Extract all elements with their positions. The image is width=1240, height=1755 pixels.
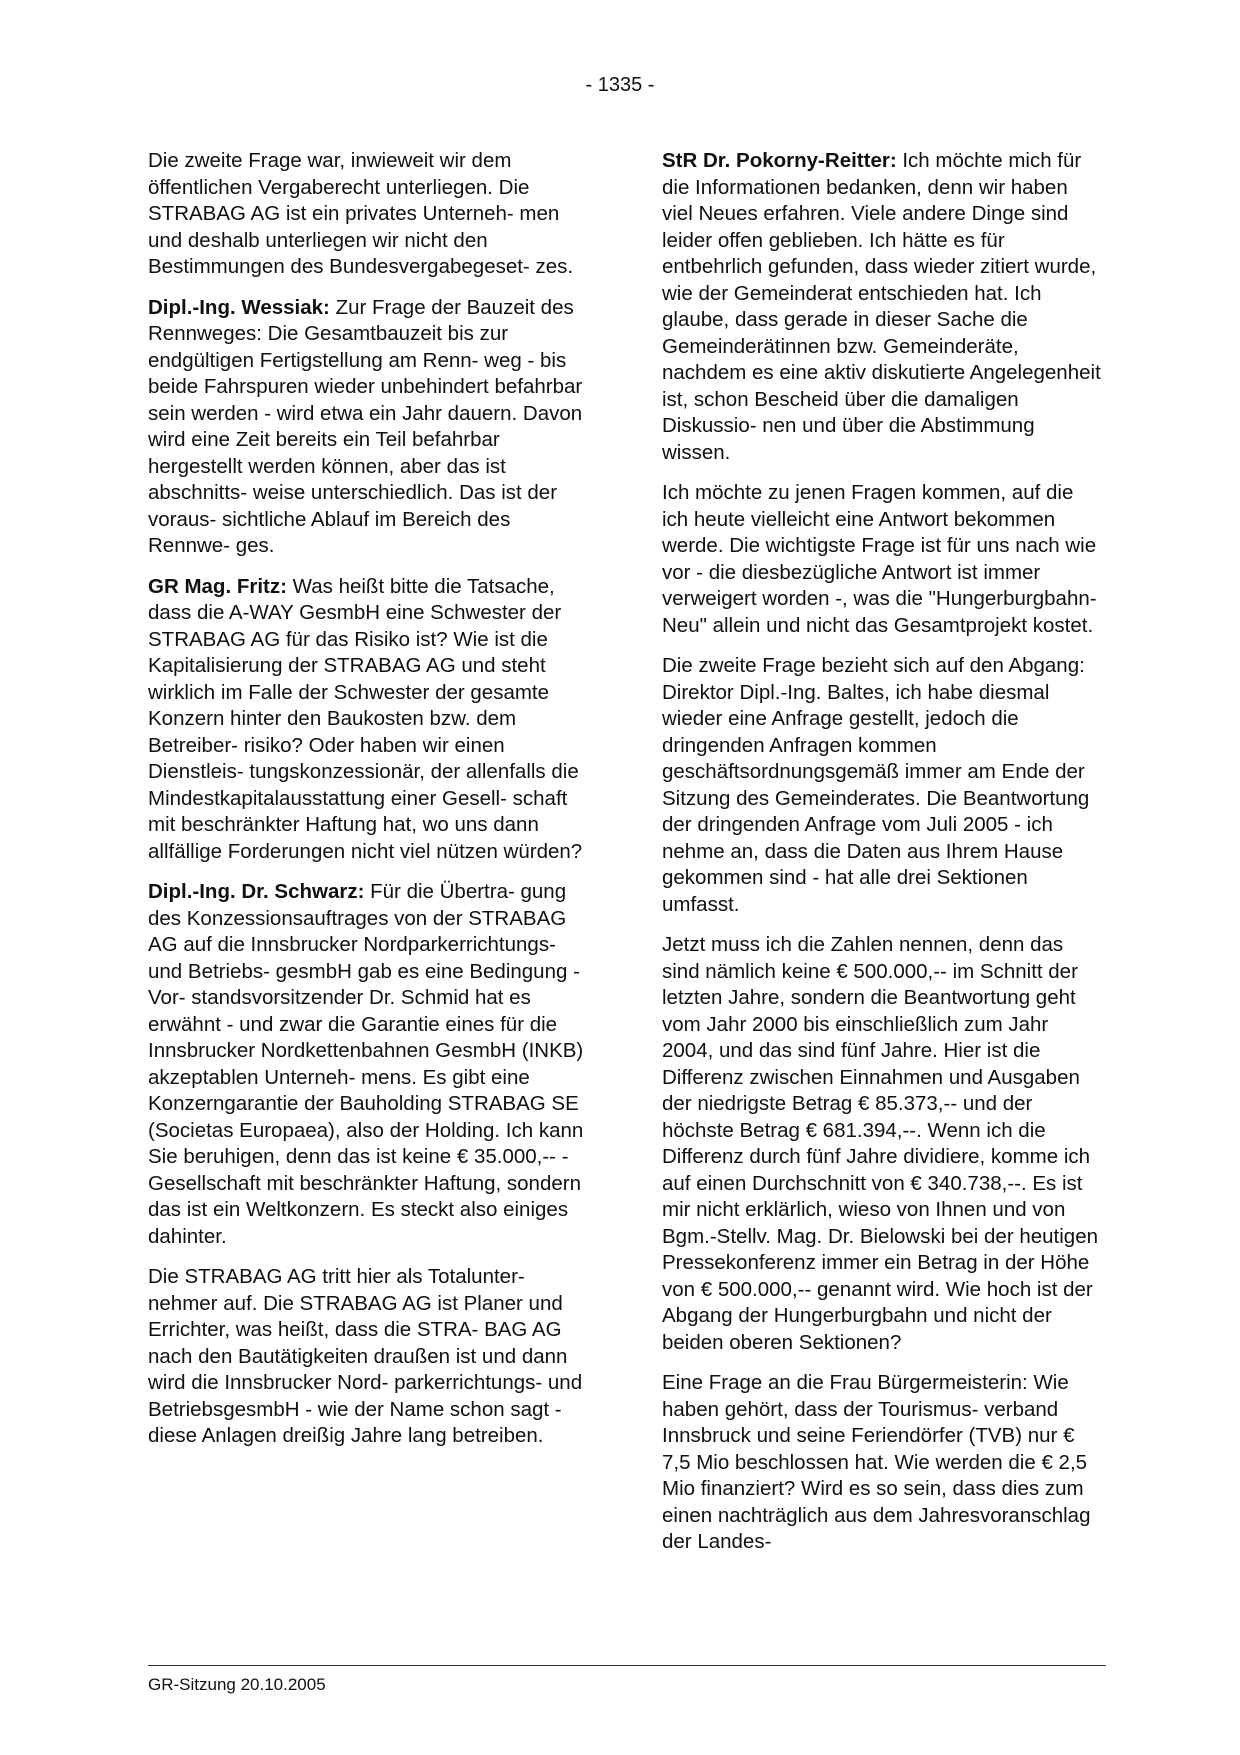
paragraph — [662, 1370, 1102, 1556]
paragraph-text: Eine Frage an die Frau Bürgermeisterin: Wie haben gehört, dass der Tourismus- verband Innsbruck und seine Feriendörfer (TVB) nur € 7,5 Mio beschlossen hat. Wie werden die € 2,5 Mio finanziert? Wird es so sein, dass dies zum einen nachträglich aus dem Jahresvoranschlag der Landes- — [662, 1371, 1091, 1553]
paragraph-text: Die zweite Frage war, inwieweit wir dem öffentlichen Vergaberecht unterliegen. Die STRABAG AG ist ein privates Unterneh- men und deshalb unterliegen wir nicht den Bestimmungen des Bundesvergabegeset- zes. — [148, 149, 574, 278]
paragraph — [662, 148, 1102, 466]
paragraph — [148, 148, 588, 281]
speaker-name: Dipl.-Ing. Wessiak: — [148, 295, 330, 319]
paragraph-text: Was heißt bitte die Tatsache, dass die A-WAY GesmbH eine Schwester der STRABAG AG für das Risiko ist? Wie ist die Kapitalisierung der STRABAG AG und steht wirklich im Falle der Schwester der gesamte Konzern hinter den Baukosten bzw. dem Betreiber- risiko? Oder haben wir einen Dienstleis- tungskonzessionär, der allenfalls die Mindestkapitalausstattung einer Gesell- schaft mit beschränkter Haftung hat, wo uns dann allfällige Forderungen nicht viel nützen würden? — [148, 574, 583, 863]
paragraph-text: Zur Frage der Bauzeit des Rennweges: Die Gesamtbauzeit bis zur endgültigen Fertigstellung am Renn- weg - bis beide Fahrspuren wieder unbehindert befahrbar sein werden - wird etwa ein Jahr dauern. Davon wird eine Zeit bereits ein Teil befahrbar hergestellt werden können, aber das ist abschnitts- weise unterschiedlich. Das ist der voraus- sichtliche Ablauf im Bereich des Rennwe- ges. — [148, 295, 583, 557]
paragraph-text: Ich möchte mich für die Informationen bedanken, denn wir haben viel Neues erfahren. Viele andere Dinge sind leider offen geblieben. Ich hätte es für entbehrlich gefunden, dass wieder zitiert wurde, wie der Gemeinderat entschieden hat. Ich glaube, dass gerade in dieser Sache die Gemeinderätinnen bzw. Gemeinderäte, nachdem es eine aktiv diskutierte Angelegenheit ist, schon Bescheid über die damaligen Diskussio- nen und über die Abstimmung wissen. — [662, 149, 1101, 464]
speaker-name: GR Mag. Fritz: — [148, 574, 287, 598]
speaker-name: Dipl.-Ing. Dr. Schwarz: — [148, 880, 365, 903]
paragraph-text: Ich möchte zu jenen Fragen kommen, auf die ich heute vielleicht eine Antwort bekommen werde. Die wichtigste Frage ist für uns nach wie vor - die diesbezügliche Antwort ist immer verweigert worden -, was die "Hungerburgbahn-Neu" allein und nicht das Gesamtprojekt kostet. — [662, 481, 1097, 637]
speaker-name: StR Dr. Pokorny-Reitter: — [662, 149, 897, 172]
paragraph — [662, 480, 1102, 639]
paragraph — [662, 932, 1102, 1356]
paragraph-text: Jetzt muss ich die Zahlen nennen, denn das sind nämlich keine € 500.000,-- im Schnitt der letzten Jahre, sondern die Beantwortung geht vom Jahr 2000 bis einschließlich zum Jahr 2004, und das sind fünf Jahre. Hier ist die Differenz zwischen Einnahmen und Ausgaben der niedrigste Betrag € 85.373,-- und der höchste Betrag € 681.394,--. Wenn ich die Differenz durch fünf Jahre dividiere, komme ich auf einen Durchschnitt von € 340.738,--. Es ist mir nicht erklärlich, wieso von Ihnen und von Bgm.-Stellv. Mag. Dr. Bielowski bei der heutigen Pressekonferenz immer ein Betrag in der Höhe von € 500.000,-- genannt wird. Wie hoch ist der Abgang der Hungerburgbahn und nicht der beiden oberen Sektionen? — [662, 933, 1099, 1354]
paragraph — [662, 653, 1102, 918]
footer-session-date: GR-Sitzung 20.10.2005 — [148, 1675, 326, 1694]
paragraph-text: Für die Übertra- gung des Konzessionsauftrages von der STRABAG AG auf die Innsbrucker Nordparkerrichtungs- und Betriebs- gesmbH gab es eine Bedingung - Vor- standsvorsitzender Dr. Schmid hat es erwähnt - und zwar die Garantie eines für die Innsbrucker Nordkettenbahnen GesmbH (INKB) akzeptablen Unterneh- mens. Es gibt eine Konzerngarantie der Bauholding STRABAG SE (Societas Europaea), also der Holding. Ich kann Sie beruhigen, denn das ist keine € 35.000,-- - Gesellschaft mit beschränkter Haftung, sondern das ist ein Weltkonzern. Es steckt also einiges dahinter. — [148, 880, 584, 1248]
paragraph — [148, 879, 588, 1250]
paragraph — [148, 1264, 588, 1450]
paragraph — [148, 295, 588, 560]
paragraph-text: Die STRABAG AG tritt hier als Totalunter- nehmer auf. Die STRABAG AG ist Planer und Errichter, was heißt, dass die STRA- BAG AG nach den Bautätigkeiten draußen ist und dann wird die Innsbrucker Nord- parkerrichtungs- und BetriebsgesmbH - wie der Name schon sagt - diese Anlagen dreißig Jahre lang betreiben. — [148, 1265, 583, 1447]
paragraph — [148, 574, 588, 866]
right-column — [662, 148, 1102, 1570]
left-column — [148, 148, 588, 1464]
paragraph-text: Die zweite Frage bezieht sich auf den Abgang: Direktor Dipl.-Ing. Baltes, ich habe diesmal wieder eine Anfrage gestellt, jedoch die dringenden Anfragen kommen geschäftsordnungsgemäß immer am Ende der Sitzung des Gemeinderates. Die Beantwortung der dringenden Anfrage vom Juli 2005 - ich nehme an, dass die Daten aus Ihrem Hause gekommen sind - hat alle drei Sektionen umfasst. — [662, 654, 1090, 916]
footer-divider — [148, 1665, 1106, 1666]
page-number: - 1335 - — [585, 74, 655, 96]
